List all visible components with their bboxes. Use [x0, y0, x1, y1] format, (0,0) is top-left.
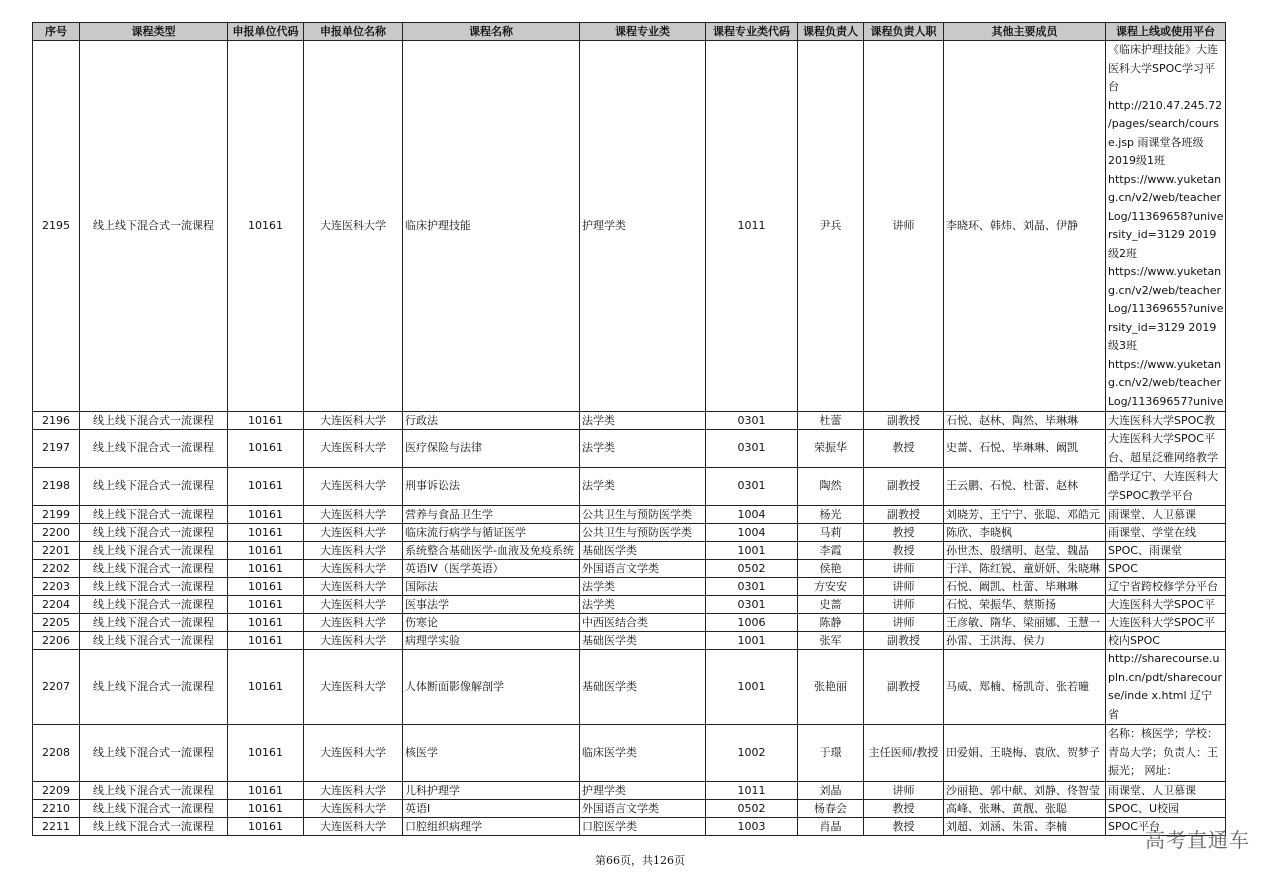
cell-type: 线上线下混合式一流课程 — [80, 524, 228, 542]
cell-members: 石悦、荣振华、蔡斯扬 — [944, 596, 1106, 614]
platform-line: 台 — [1108, 80, 1119, 93]
cell-course: 医事法学 — [403, 596, 580, 614]
cell-no: 2197 — [33, 430, 80, 468]
cell-unit: 大连医科大学 — [304, 542, 403, 560]
cell-platform: 名称：核医学；学校：青岛大学；负责人：王振光； 网址： — [1106, 725, 1226, 782]
cell-category: 法学类 — [580, 468, 706, 506]
cell-title: 副教授 — [864, 468, 944, 506]
cell-cat-code: 1001 — [706, 542, 798, 560]
cell-type: 线上线下混合式一流课程 — [80, 596, 228, 614]
platform-line: https://www.yuketan — [1108, 265, 1222, 278]
table-row — [33, 578, 1226, 596]
cell-title: 讲师 — [864, 578, 944, 596]
cell-unit: 大连医科大学 — [304, 468, 403, 506]
platform-line: https://www.yuketan — [1108, 357, 1222, 371]
cell-course: 临床护理技能 — [403, 41, 580, 412]
cell-category: 护理学类 — [580, 41, 706, 412]
cell-no: 2202 — [33, 560, 80, 578]
cell-platform: 雨课堂、人卫慕课 — [1106, 782, 1226, 800]
cell-type: 线上线下混合式一流课程 — [80, 782, 228, 800]
cell-course: 伤寒论 — [403, 614, 580, 632]
platform-line: 医科大学SPOC学习平 — [1108, 61, 1215, 75]
cell-no: 2211 — [33, 818, 80, 836]
cell-unit: 大连医科大学 — [304, 632, 403, 650]
cell-platform: 大连医科大学SPOC平 — [1106, 596, 1226, 614]
cell-leader: 方安安 — [798, 578, 864, 596]
cell-course: 口腔组织病理学 — [403, 818, 580, 836]
table-row — [33, 506, 1226, 524]
cell-cat-code: 0301 — [706, 596, 798, 614]
cell-title: 主任医师/教授 — [864, 725, 944, 782]
cell-course: 英语IV（医学英语） — [403, 560, 580, 578]
cell-course: 英语I — [403, 800, 580, 818]
table-row — [33, 818, 1226, 836]
cell-members: 田爱娟、王晓梅、袁欣、贺梦子 — [944, 725, 1106, 782]
cell-no: 2210 — [33, 800, 80, 818]
cell-code: 10161 — [228, 430, 304, 468]
cell-code: 10161 — [228, 524, 304, 542]
watermark: 高考直通车 — [1145, 828, 1250, 852]
table-row — [33, 524, 1226, 542]
cell-type: 线上线下混合式一流课程 — [80, 506, 228, 524]
cell-leader: 杨春会 — [798, 800, 864, 818]
cell-platform: http://sharecourse.upln.cn/pdt/sharecourse/inde x.html 辽宁省 — [1106, 650, 1226, 725]
platform-line: e.jsp 雨课堂各班级 — [1108, 135, 1204, 149]
cell-cat-code: 1001 — [706, 650, 798, 725]
cell-code: 10161 — [228, 614, 304, 632]
cell-course: 人体断面影像解剖学 — [403, 650, 580, 725]
platform-line: Log/11369657?unive — [1108, 394, 1224, 408]
cell-type: 线上线下混合式一流课程 — [80, 818, 228, 836]
cell-title: 教授 — [864, 800, 944, 818]
header-type: 课程类型 — [80, 23, 228, 41]
platform-line: 级3班 — [1108, 339, 1137, 352]
table-row — [33, 430, 1226, 468]
cell-code: 10161 — [228, 725, 304, 782]
cell-code: 10161 — [228, 542, 304, 560]
platform-line: rsity_id=3129 2019 — [1108, 320, 1217, 334]
header-no: 序号 — [33, 23, 80, 41]
cell-members: 高峰、张琳、黄靓、张聪 — [944, 800, 1106, 818]
cell-unit: 大连医科大学 — [304, 524, 403, 542]
table-row — [33, 725, 1226, 782]
cell-course: 系统整合基础医学-血液及免疫系统 — [403, 542, 580, 560]
cell-leader: 于璟 — [798, 725, 864, 782]
cell-platform: 大连医科大学SPOC平 — [1106, 614, 1226, 632]
cell-no: 2196 — [33, 412, 80, 430]
cell-type: 线上线下混合式一流课程 — [80, 578, 228, 596]
platform-line: Log/11369658?unive — [1108, 209, 1224, 223]
cell-no: 2204 — [33, 596, 80, 614]
cell-type: 线上线下混合式一流课程 — [80, 632, 228, 650]
table-row — [33, 412, 1226, 430]
cell-category: 外国语言文学类 — [580, 560, 706, 578]
cell-title: 讲师 — [864, 596, 944, 614]
cell-leader: 李霞 — [798, 542, 864, 560]
header-platform: 课程上线或使用平台 — [1106, 23, 1226, 41]
cell-platform: 雨课堂、人卫慕课 — [1106, 506, 1226, 524]
cell-title: 副教授 — [864, 412, 944, 430]
cell-leader: 张军 — [798, 632, 864, 650]
cell-title: 教授 — [864, 542, 944, 560]
cell-leader: 张艳丽 — [798, 650, 864, 725]
cell-unit: 大连医科大学 — [304, 614, 403, 632]
cell-unit: 大连医科大学 — [304, 650, 403, 725]
cell-no: 2206 — [33, 632, 80, 650]
cell-cat-code: 1004 — [706, 524, 798, 542]
cell-title: 讲师 — [864, 614, 944, 632]
cell-cat-code: 0301 — [706, 430, 798, 468]
header-course: 课程名称 — [403, 23, 580, 41]
cell-category: 中西医结合类 — [580, 614, 706, 632]
cell-category: 临床医学类 — [580, 725, 706, 782]
cell-members: 马威、郑楠、杨凯奇、张若曈 — [944, 650, 1106, 725]
cell-cat-code: 1001 — [706, 632, 798, 650]
cell-leader: 史蔷 — [798, 596, 864, 614]
course-table — [32, 22, 1226, 836]
cell-code: 10161 — [228, 412, 304, 430]
cell-type: 线上线下混合式一流课程 — [80, 542, 228, 560]
cell-category: 基础医学类 — [580, 650, 706, 725]
cell-title: 副教授 — [864, 650, 944, 725]
platform-line: 2019级1班 — [1108, 154, 1165, 167]
cell-category: 外国语言文学类 — [580, 800, 706, 818]
cell-cat-code: 1004 — [706, 506, 798, 524]
cell-title: 讲师 — [864, 41, 944, 412]
cell-course: 病理学实验 — [403, 632, 580, 650]
table-row — [33, 41, 1226, 412]
cell-title: 教授 — [864, 524, 944, 542]
cell-members: 陈欣、李晓枫 — [944, 524, 1106, 542]
platform-line: rsity_id=3129 2019 — [1108, 228, 1217, 241]
header-unit: 申报单位名称 — [304, 23, 403, 41]
cell-course: 刑事诉讼法 — [403, 468, 580, 506]
cell-code: 10161 — [228, 596, 304, 614]
cell-no: 2209 — [33, 782, 80, 800]
cell-platform — [1106, 41, 1226, 412]
header-members: 其他主要成员 — [944, 23, 1106, 41]
cell-code: 10161 — [228, 632, 304, 650]
cell-cat-code: 0502 — [706, 560, 798, 578]
cell-cat-code: 1011 — [706, 41, 798, 412]
cell-leader: 陈静 — [798, 614, 864, 632]
cell-type: 线上线下混合式一流课程 — [80, 41, 228, 412]
cell-category: 基础医学类 — [580, 542, 706, 560]
table-row — [33, 614, 1226, 632]
cell-leader: 侯艳 — [798, 560, 864, 578]
cell-platform: 校内SPOC — [1106, 632, 1226, 650]
cell-cat-code: 1006 — [706, 614, 798, 632]
cell-unit: 大连医科大学 — [304, 800, 403, 818]
cell-category: 公共卫生与预防医学类 — [580, 506, 706, 524]
cell-leader: 陶然 — [798, 468, 864, 506]
cell-platform: 大连医科大学SPOC教 — [1106, 412, 1226, 430]
cell-cat-code: 1011 — [706, 782, 798, 800]
platform-line: /pages/search/cours — [1108, 117, 1219, 130]
cell-members: 沙丽艳、郭中献、刘静、佟智莹 — [944, 782, 1106, 800]
table-row — [33, 800, 1226, 818]
cell-no: 2201 — [33, 542, 80, 560]
cell-members: 刘晓芳、王宁宁、张聪、邓皓元 — [944, 506, 1106, 524]
cell-type: 线上线下混合式一流课程 — [80, 412, 228, 430]
cell-code: 10161 — [228, 818, 304, 836]
cell-members: 史蔷、石悦、毕琳琳、阚凯 — [944, 430, 1106, 468]
cell-platform: 雨课堂、学堂在线 — [1106, 524, 1226, 542]
cell-cat-code: 0502 — [706, 800, 798, 818]
cell-code: 10161 — [228, 560, 304, 578]
cell-unit: 大连医科大学 — [304, 725, 403, 782]
cell-title: 讲师 — [864, 560, 944, 578]
platform-line: g.cn/v2/web/teacher — [1108, 283, 1222, 297]
cell-course: 国际法 — [403, 578, 580, 596]
cell-members: 石悦、阚凯、杜蕾、毕琳琳 — [944, 578, 1106, 596]
cell-category: 法学类 — [580, 430, 706, 468]
page-footer: 第66页，共126页 — [595, 854, 685, 867]
cell-members: 刘超、刘涵、朱雷、李楠 — [944, 818, 1106, 836]
cell-leader: 杨光 — [798, 506, 864, 524]
table-row — [33, 782, 1226, 800]
table-row — [33, 542, 1226, 560]
cell-no: 2198 — [33, 468, 80, 506]
cell-members: 孙雷、王洪海、侯力 — [944, 632, 1106, 650]
platform-line: 《临床护理技能》大连 — [1108, 43, 1218, 56]
cell-course: 儿科护理学 — [403, 782, 580, 800]
cell-type: 线上线下混合式一流课程 — [80, 430, 228, 468]
table-row — [33, 560, 1226, 578]
platform-line: https://www.yuketan — [1108, 172, 1222, 186]
cell-cat-code: 0301 — [706, 412, 798, 430]
header-leader: 课程负责人 — [798, 23, 864, 41]
cell-title: 副教授 — [864, 632, 944, 650]
cell-members: 王云鹏、石悦、杜蕾、赵林 — [944, 468, 1106, 506]
cell-platform: SPOC平台 — [1106, 818, 1226, 836]
table-row — [33, 468, 1226, 506]
cell-unit: 大连医科大学 — [304, 560, 403, 578]
table-row — [33, 596, 1226, 614]
cell-unit: 大连医科大学 — [304, 412, 403, 430]
cell-no: 2195 — [33, 41, 80, 412]
cell-code: 10161 — [228, 41, 304, 412]
cell-platform: 大连医科大学SPOC平台、超星泛雅网络教学 — [1106, 430, 1226, 468]
cell-platform: SPOC、雨课堂 — [1106, 542, 1226, 560]
cell-code: 10161 — [228, 468, 304, 506]
header-code: 申报单位代码 — [228, 23, 304, 41]
cell-type: 线上线下混合式一流课程 — [80, 725, 228, 782]
cell-leader: 刘晶 — [798, 782, 864, 800]
cell-unit: 大连医科大学 — [304, 506, 403, 524]
cell-title: 教授 — [864, 430, 944, 468]
header-row — [33, 23, 1226, 41]
cell-unit: 大连医科大学 — [304, 578, 403, 596]
table-row — [33, 650, 1226, 725]
cell-members: 李晓环、韩炜、刘晶、伊静 — [944, 41, 1106, 412]
cell-type: 线上线下混合式一流课程 — [80, 560, 228, 578]
cell-title: 讲师 — [864, 782, 944, 800]
cell-category: 法学类 — [580, 596, 706, 614]
cell-code: 10161 — [228, 578, 304, 596]
cell-code: 10161 — [228, 506, 304, 524]
cell-cat-code: 0301 — [706, 578, 798, 596]
cell-unit: 大连医科大学 — [304, 782, 403, 800]
header-cat-code: 课程专业类代码 — [706, 23, 798, 41]
cell-no: 2207 — [33, 650, 80, 725]
platform-line: g.cn/v2/web/teacher — [1108, 376, 1222, 389]
platform-line: g.cn/v2/web/teacher — [1108, 191, 1222, 204]
cell-cat-code: 0301 — [706, 468, 798, 506]
cell-category: 基础医学类 — [580, 632, 706, 650]
cell-members: 于洋、陈红锐、童妍妍、朱晓琳 — [944, 560, 1106, 578]
cell-leader: 马莉 — [798, 524, 864, 542]
header-title: 课程负责人职 — [864, 23, 944, 41]
cell-category: 口腔医学类 — [580, 818, 706, 836]
cell-no: 2208 — [33, 725, 80, 782]
cell-members: 石悦、赵林、陶然、毕琳琳 — [944, 412, 1106, 430]
cell-no: 2203 — [33, 578, 80, 596]
cell-course: 核医学 — [403, 725, 580, 782]
cell-leader: 肖晶 — [798, 818, 864, 836]
cell-members: 孙世杰、殷缮明、赵莹、魏晶 — [944, 542, 1106, 560]
cell-category: 法学类 — [580, 578, 706, 596]
cell-title: 教授 — [864, 818, 944, 836]
cell-category: 公共卫生与预防医学类 — [580, 524, 706, 542]
cell-course: 医疗保险与法律 — [403, 430, 580, 468]
cell-code: 10161 — [228, 800, 304, 818]
platform-line: Log/11369655?unive — [1108, 302, 1224, 315]
cell-code: 10161 — [228, 650, 304, 725]
cell-platform: 酷学辽宁、大连医科大学SPOC教学平台 — [1106, 468, 1226, 506]
cell-course: 临床流行病学与循证医学 — [403, 524, 580, 542]
cell-category: 护理学类 — [580, 782, 706, 800]
cell-course: 行政法 — [403, 412, 580, 430]
platform-line: 级2班 — [1108, 246, 1137, 260]
cell-members: 王彦敏、隋华、梁丽娜、王慧一 — [944, 614, 1106, 632]
cell-category: 法学类 — [580, 412, 706, 430]
cell-unit: 大连医科大学 — [304, 41, 403, 412]
cell-cat-code: 1002 — [706, 725, 798, 782]
cell-platform: 辽宁省跨校修学分平台 — [1106, 578, 1226, 596]
cell-leader: 荣振华 — [798, 430, 864, 468]
cell-no: 2200 — [33, 524, 80, 542]
cell-type: 线上线下混合式一流课程 — [80, 800, 228, 818]
header-category: 课程专业类 — [580, 23, 706, 41]
cell-type: 线上线下混合式一流课程 — [80, 468, 228, 506]
cell-leader: 尹兵 — [798, 41, 864, 412]
cell-title: 副教授 — [864, 506, 944, 524]
cell-cat-code: 1003 — [706, 818, 798, 836]
cell-unit: 大连医科大学 — [304, 596, 403, 614]
cell-code: 10161 — [228, 782, 304, 800]
cell-platform: SPOC、U校园 — [1106, 800, 1226, 818]
cell-unit: 大连医科大学 — [304, 818, 403, 836]
cell-unit: 大连医科大学 — [304, 430, 403, 468]
cell-type: 线上线下混合式一流课程 — [80, 614, 228, 632]
table-row — [33, 632, 1226, 650]
cell-type: 线上线下混合式一流课程 — [80, 650, 228, 725]
cell-leader: 杜蕾 — [798, 412, 864, 430]
platform-line: http://210.47.245.72 — [1108, 98, 1223, 112]
cell-platform: SPOC — [1106, 560, 1226, 578]
cell-no: 2205 — [33, 614, 80, 632]
cell-course: 营养与食品卫生学 — [403, 506, 580, 524]
cell-no: 2199 — [33, 506, 80, 524]
